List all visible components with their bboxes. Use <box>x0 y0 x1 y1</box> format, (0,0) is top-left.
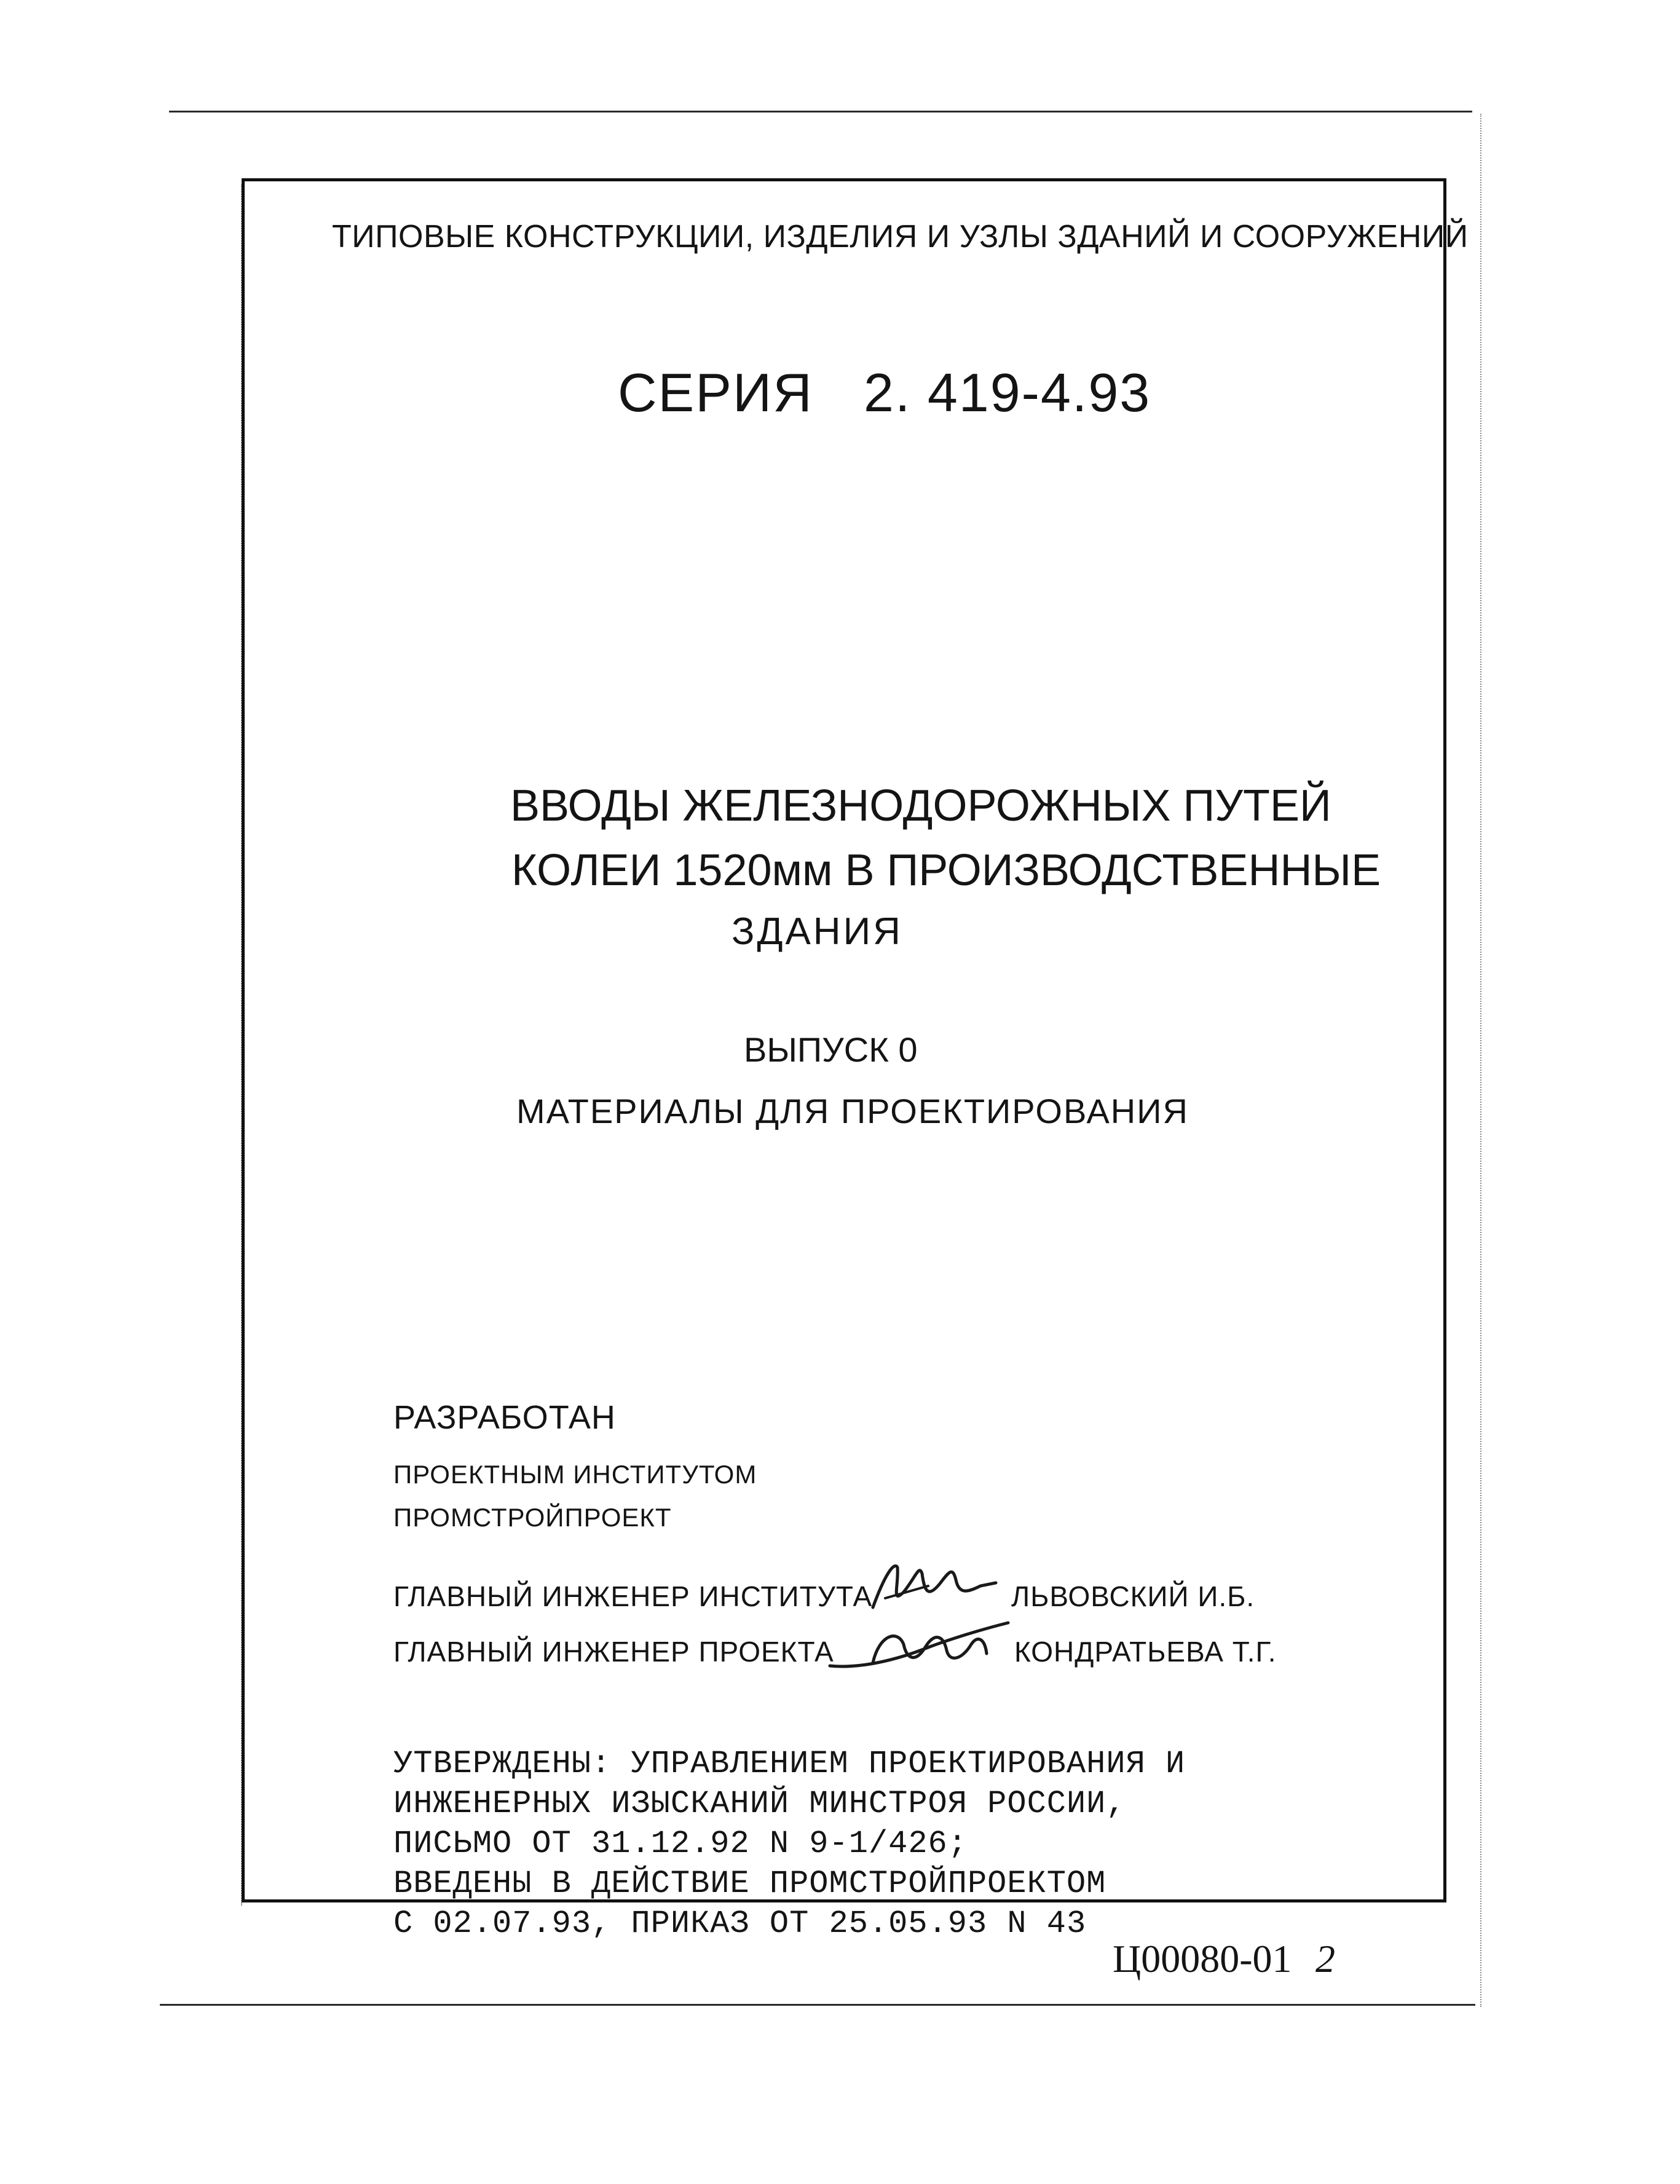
approval-line-3: ПИСЬМО ОТ 31.12.92 N 9-1/426; <box>393 1826 968 1862</box>
series-number: 2. 419-4.93 <box>864 362 1151 423</box>
document-title-line-3: ЗДАНИЯ <box>732 910 903 953</box>
document-code: Ц00080-01 <box>1113 1937 1292 1981</box>
document-title-line-1: ВВОДЫ ЖЕЛЕЗНОДОРОЖНЫХ ПУТЕЙ <box>510 781 1331 830</box>
approval-line-2: ИНЖЕНЕРНЫХ ИЗЫСКАНИЙ МИНСТРОЯ РОССИИ, <box>393 1786 1126 1822</box>
approval-line-1: УТВЕРЖДЕНЫ: УПРАВЛЕНИЕМ ПРОЕКТИРОВАНИЯ И <box>393 1746 1186 1782</box>
issue-label: ВЫПУСК 0 <box>744 1030 918 1069</box>
chief-project-role: ГЛАВНЫЙ ИНЖЕНЕР ПРОЕКТА <box>393 1636 834 1668</box>
developed-label: РАЗРАБОТАН <box>393 1399 616 1436</box>
series-label: СЕРИЯ <box>618 362 813 423</box>
approval-line-5: С 02.07.93, ПРИКАЗ ОТ 25.05.93 N 43 <box>393 1906 1087 1942</box>
scan-line-bottom <box>160 2004 1475 2006</box>
developed-by-line-1: ПРОЕКТНЫМ ИНСТИТУТОМ <box>393 1460 757 1489</box>
header-line: ТИПОВЫЕ КОНСТРУКЦИИ, ИЗДЕЛИЯ И УЗЛЫ ЗДАНИЙ И СООРУЖЕНИЙ <box>332 219 1469 254</box>
signature-project-image <box>824 1610 1014 1684</box>
chief-project-name: КОНДРАТЬЕВА Т.Г. <box>1014 1636 1277 1668</box>
chief-institute-name: ЛЬВОВСКИЙ И.Б. <box>1011 1580 1255 1612</box>
chief-institute-role: ГЛАВНЫЙ ИНЖЕНЕР ИНСТИТУТА <box>393 1580 873 1612</box>
developed-by-line-2: ПРОМСТРОЙПРОЕКТ <box>393 1503 672 1532</box>
approval-line-4: ВВЕДЕНЫ В ДЕЙСТВИЕ ПРОМСТРОЙПРОЕКТОМ <box>393 1866 1106 1902</box>
document-title-line-2: КОЛЕИ 1520мм В ПРОИЗВОДСТВЕННЫЕ <box>511 846 1381 895</box>
issue-subtitle: МАТЕРИАЛЫ ДЛЯ ПРОЕКТИРОВАНИЯ <box>516 1092 1189 1130</box>
scan-edge-right <box>1480 114 1483 2007</box>
page-number: 2 <box>1315 1937 1336 1981</box>
scan-line-top <box>169 111 1472 112</box>
